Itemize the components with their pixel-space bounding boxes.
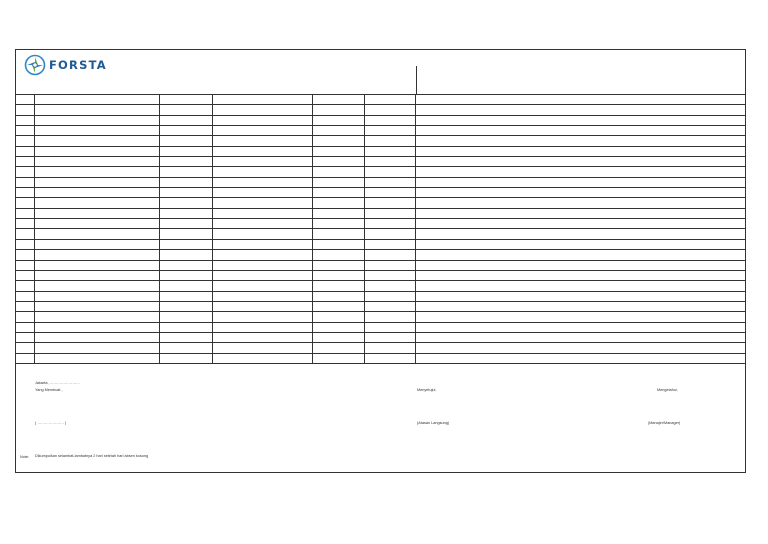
table-row [16,177,745,187]
table-cell [212,312,312,322]
table-cell [312,270,364,280]
table-cell [415,229,745,239]
table-cell [415,177,745,187]
table-cell [16,136,34,146]
table-cell [415,312,745,322]
table-cell [364,146,415,156]
table-cell [312,291,364,301]
table-cell [312,157,364,167]
table-cell [364,301,415,311]
table-cell [34,198,159,208]
table-row [16,322,745,332]
table-cell [415,322,745,332]
form-header [16,50,745,94]
table-cell [312,126,364,136]
table-row [16,188,745,198]
table-cell [16,126,34,136]
table-cell [415,332,745,342]
table-cell [159,281,212,291]
table-cell [415,167,745,177]
table-row [16,105,745,115]
table-cell [312,105,364,115]
table-cell [159,301,212,311]
table-cell [16,115,34,125]
table-cell [34,126,159,136]
table-cell [212,260,312,270]
table-cell [34,115,159,125]
table-cell [312,353,364,363]
table-cell [312,281,364,291]
table-cell [16,95,34,105]
table-cell [312,177,364,187]
table-cell [16,229,34,239]
table-cell [159,219,212,229]
table-cell [159,136,212,146]
table-cell [364,291,415,301]
table-cell [312,250,364,260]
table-row [16,126,745,136]
table-cell [312,301,364,311]
table-cell [159,177,212,187]
table-cell [212,332,312,342]
table-cell [159,353,212,363]
form-sheet [15,49,746,473]
table-cell [159,312,212,322]
table-cell [212,291,312,301]
approver2-name: (Manajer/Manager) [648,421,681,425]
table-cell [415,343,745,353]
table-cell [364,219,415,229]
table-cell [212,208,312,218]
table-cell [159,146,212,156]
table-cell [312,343,364,353]
note-text: Dikumpulkan selambat-lambatnya 2 hari setelah hari absen kosong [35,454,149,458]
table-cell [16,250,34,260]
table-cell [34,343,159,353]
table-cell [159,126,212,136]
table-cell [212,322,312,332]
table-cell [212,95,312,105]
table-cell [312,188,364,198]
table-cell [16,167,34,177]
table-cell [312,167,364,177]
table-cell [34,229,159,239]
table-cell [364,353,415,363]
table-cell [312,208,364,218]
table-cell [159,188,212,198]
table-cell [364,332,415,342]
table-row [16,312,745,322]
table-cell [364,188,415,198]
table-cell [364,312,415,322]
table-cell [16,208,34,218]
table-cell [16,157,34,167]
table-row [16,136,745,146]
table-cell [212,250,312,260]
table-cell [312,239,364,249]
table-cell [34,239,159,249]
table-row [16,332,745,342]
table-cell [312,219,364,229]
table-row [16,219,745,229]
table-cell [34,301,159,311]
table-cell [364,167,415,177]
table-cell [212,229,312,239]
table-cell [159,322,212,332]
data-table [16,94,745,364]
table-cell [415,250,745,260]
table-cell [16,198,34,208]
table-cell [34,219,159,229]
logo-text: FORSTA [49,58,107,72]
table-cell [364,157,415,167]
table-cell [212,188,312,198]
table-row [16,229,745,239]
table-cell [364,239,415,249]
approver2-label: Mengetahui, [657,388,678,392]
table-cell [159,115,212,125]
table-cell [159,239,212,249]
table-cell [34,177,159,187]
table-row [16,343,745,353]
table-row [16,95,745,105]
table-cell [212,177,312,187]
table-cell [312,229,364,239]
signature-section [16,374,745,474]
table-cell [415,353,745,363]
table-cell [212,136,312,146]
table-cell [34,312,159,322]
table-cell [212,343,312,353]
table-cell [34,95,159,105]
table-row [16,250,745,260]
table-cell [16,177,34,187]
table-row [16,115,745,125]
table-cell [415,95,745,105]
table-cell [364,270,415,280]
table-cell [159,208,212,218]
table-cell [212,219,312,229]
table-cell [415,270,745,280]
table-cell [415,281,745,291]
table-cell [312,322,364,332]
table-row [16,270,745,280]
table-cell [212,115,312,125]
table-cell [159,157,212,167]
table-row [16,301,745,311]
table-cell [16,291,34,301]
table-cell [16,239,34,249]
table-row [16,157,745,167]
table-row [16,291,745,301]
table-cell [415,188,745,198]
table-cell [16,219,34,229]
table-cell [212,105,312,115]
table-cell [16,332,34,342]
table-cell [212,167,312,177]
table-cell [312,146,364,156]
table-cell [159,260,212,270]
table-cell [16,105,34,115]
table-cell [364,136,415,146]
table-row [16,260,745,270]
table-cell [364,105,415,115]
table-cell [415,157,745,167]
table-cell [34,136,159,146]
table-cell [212,198,312,208]
table-cell [159,332,212,342]
table-cell [415,208,745,218]
table-cell [415,291,745,301]
table-cell [212,301,312,311]
table-cell [34,208,159,218]
table-cell [212,239,312,249]
table-cell [364,281,415,291]
table-cell [212,270,312,280]
table-cell [16,343,34,353]
table-cell [312,198,364,208]
table-cell [34,322,159,332]
table-cell [415,260,745,270]
maker-label: Yang Membuat , [35,388,63,392]
table-cell [415,301,745,311]
table-cell [159,229,212,239]
table-cell [159,167,212,177]
maker-name: ( ………………… ) [35,421,67,425]
table-cell [16,281,34,291]
table-cell [34,281,159,291]
table-cell [312,115,364,125]
table-cell [212,157,312,167]
table-cell [159,105,212,115]
table-cell [16,301,34,311]
table-cell [159,343,212,353]
table-cell [159,270,212,280]
approver1-label: Menyetujui, [417,388,437,392]
table-cell [364,260,415,270]
table-cell [212,281,312,291]
note-label: Note: [20,455,30,459]
table-cell [34,146,159,156]
table-cell [364,95,415,105]
table-row [16,281,745,291]
table-cell [159,198,212,208]
table-cell [34,157,159,167]
place-date: Jakarta, …………………… [35,381,80,385]
table-row [16,208,745,218]
table-body [16,95,745,364]
table-cell [415,136,745,146]
table-cell [34,332,159,342]
table-cell [415,115,745,125]
table-cell [312,332,364,342]
table-cell [364,250,415,260]
table-cell [364,208,415,218]
table-cell [312,95,364,105]
table-cell [312,260,364,270]
table-cell [16,260,34,270]
table-cell [415,219,745,229]
table-cell [312,312,364,322]
approver1-name: (Atasan Langsung) [417,421,450,425]
table-cell [364,177,415,187]
table-cell [34,291,159,301]
table-cell [34,167,159,177]
table-cell [364,343,415,353]
table-row [16,198,745,208]
table-cell [16,270,34,280]
table-cell [34,260,159,270]
table-cell [364,322,415,332]
table-row [16,146,745,156]
table-cell [212,146,312,156]
table-cell [415,198,745,208]
table-row [16,167,745,177]
table-cell [159,95,212,105]
table-cell [312,136,364,146]
table-cell [415,239,745,249]
table-cell [34,250,159,260]
attendance-grid [16,94,745,364]
table-row [16,353,745,363]
header-divider [416,66,417,94]
table-cell [212,353,312,363]
table-cell [415,126,745,136]
table-cell [415,105,745,115]
table-cell [16,353,34,363]
table-cell [159,250,212,260]
table-cell [364,229,415,239]
table-cell [364,126,415,136]
table-cell [34,270,159,280]
table-row [16,239,745,249]
table-cell [159,291,212,301]
forsta-logo-icon [24,54,46,76]
table-cell [364,198,415,208]
table-cell [364,115,415,125]
table-cell [34,188,159,198]
company-logo [24,54,107,76]
table-cell [16,188,34,198]
table-cell [16,322,34,332]
table-cell [34,353,159,363]
table-cell [415,146,745,156]
table-cell [16,146,34,156]
table-cell [16,312,34,322]
table-cell [34,105,159,115]
table-cell [212,126,312,136]
